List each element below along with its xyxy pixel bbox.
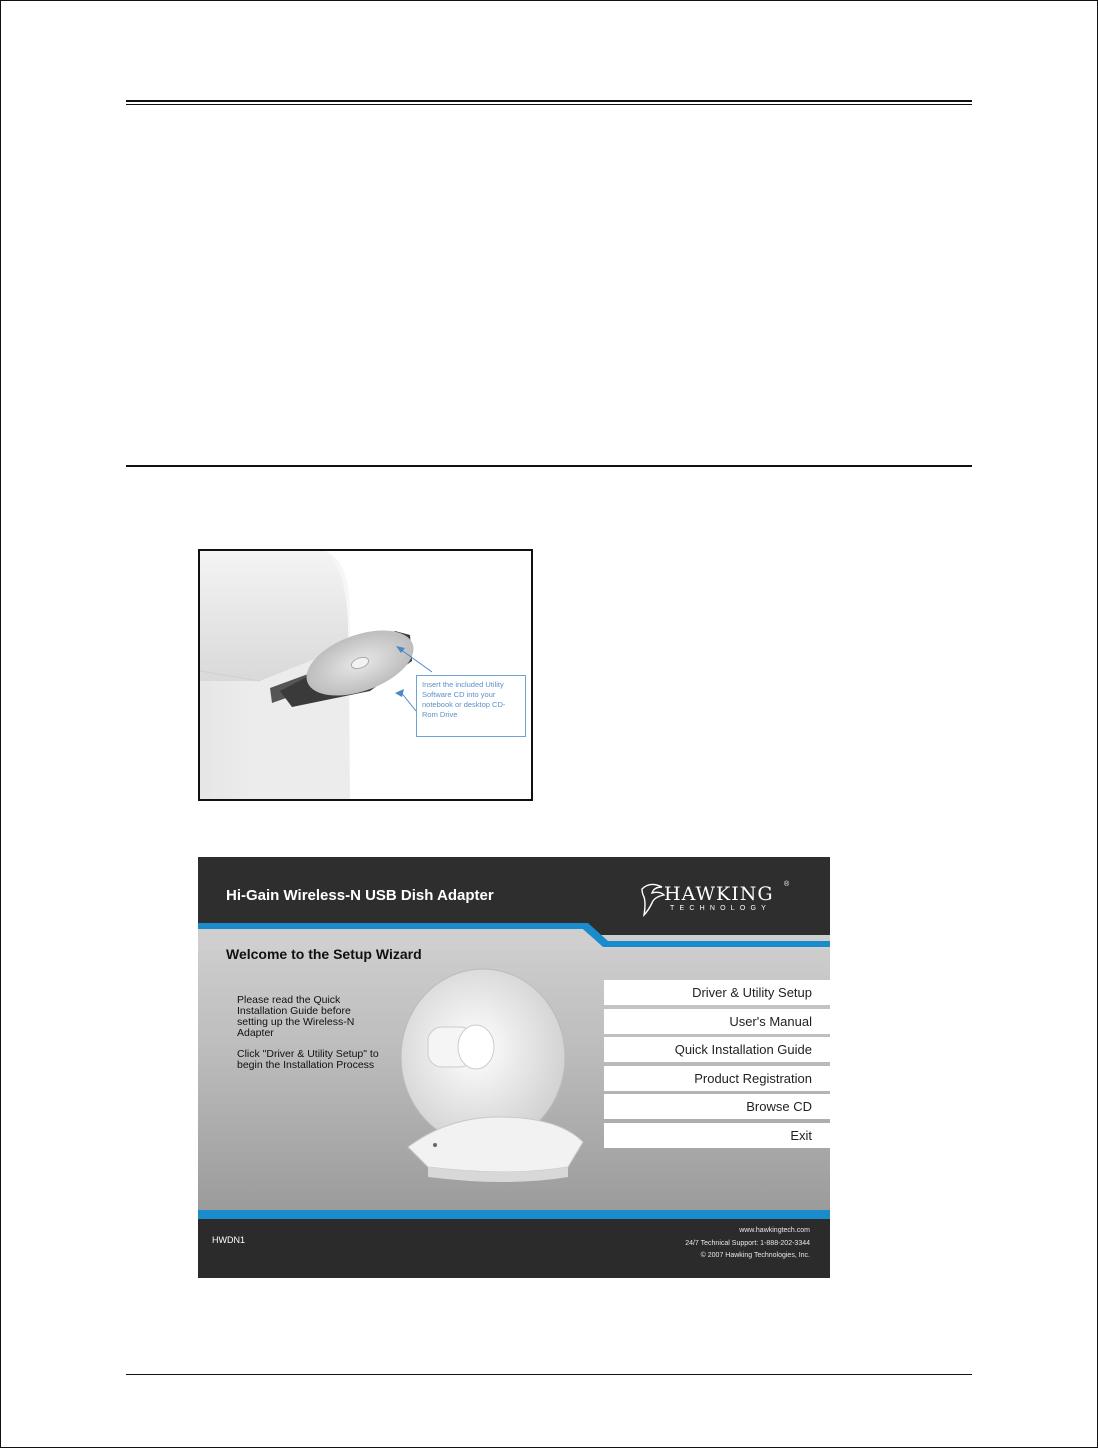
wizard-title: Hi-Gain Wireless-N USB Dish Adapter bbox=[226, 887, 494, 904]
intro-text-2: Click "Driver & Utility Setup" to begin the Installation Process bbox=[237, 1048, 379, 1071]
footer-info bbox=[685, 1225, 810, 1263]
website-link[interactable]: www.hawkingtech.com bbox=[739, 1227, 810, 1234]
hawk-icon bbox=[640, 881, 666, 917]
logo-name: HAWKING bbox=[664, 883, 774, 905]
welcome-heading: Welcome to the Setup Wizard bbox=[226, 946, 422, 962]
header-rule-thin bbox=[126, 104, 972, 105]
hawking-logo bbox=[640, 881, 790, 917]
menu-browse-cd[interactable]: Browse CD bbox=[604, 1094, 830, 1119]
model-number: HWDN1 bbox=[212, 1235, 245, 1245]
menu-exit[interactable]: Exit bbox=[604, 1123, 830, 1148]
wizard-menu bbox=[604, 980, 830, 1151]
dish-adapter-image bbox=[388, 967, 598, 1187]
intro-text: Please read the Quick Installation Guide before setting up the Wireless-N Adapter bbox=[237, 994, 355, 1039]
logo-registered-mark: ® bbox=[784, 881, 790, 888]
section-rule bbox=[126, 465, 972, 467]
header-rule bbox=[126, 100, 972, 102]
menu-users-manual[interactable]: User's Manual bbox=[604, 1009, 830, 1034]
menu-quick-installation-guide[interactable]: Quick Installation Guide bbox=[604, 1037, 830, 1062]
copyright-text: © 2007 Hawking Technologies, Inc. bbox=[700, 1252, 810, 1259]
footer-rule bbox=[126, 1374, 972, 1375]
menu-product-registration[interactable]: Product Registration bbox=[604, 1066, 830, 1091]
wizard-footer bbox=[198, 1219, 830, 1278]
cd-insert-illustration bbox=[198, 549, 533, 801]
setup-wizard-window bbox=[198, 857, 830, 1278]
support-phone: 24/7 Technical Support: 1-888-202-3344 bbox=[685, 1239, 810, 1247]
cd-insert-instruction: Insert the included Utility Software CD into your notebook or desktop CD-Rom Drive bbox=[416, 675, 526, 737]
logo-subtitle: TECHNOLOGY bbox=[670, 905, 772, 912]
footer-accent-bar bbox=[198, 1210, 830, 1219]
menu-driver-utility-setup[interactable]: Driver & Utility Setup bbox=[604, 980, 830, 1005]
